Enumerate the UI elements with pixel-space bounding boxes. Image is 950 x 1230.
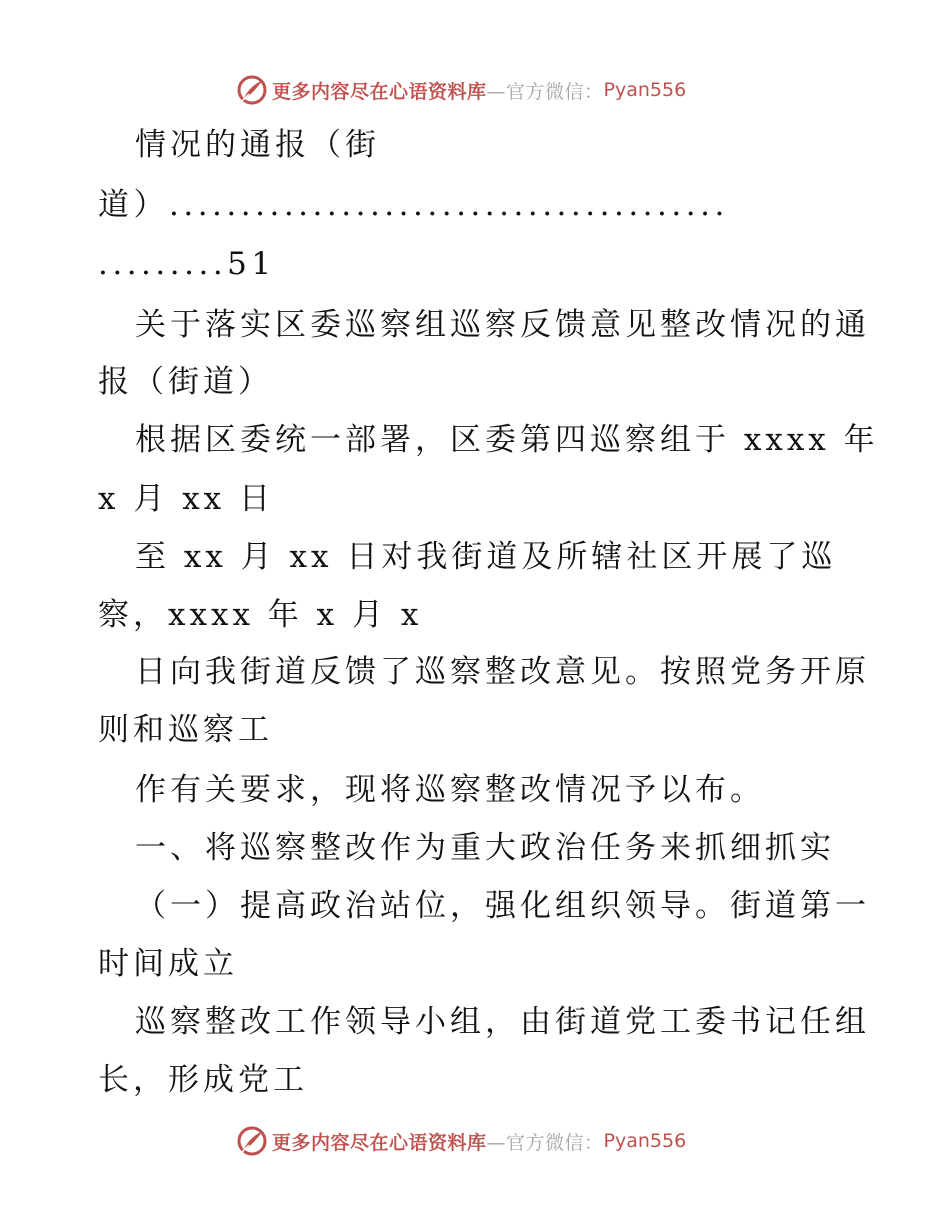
text-line: 则和巡察工 [98, 712, 273, 748]
watermark-handle: Pyan556 [603, 79, 687, 101]
watermark-separator: —官方微信： [486, 80, 604, 103]
text-line: 察，xxxx 年 x 月 x [98, 597, 423, 633]
text-line: 关于落实区委巡察组巡察反馈意见整改情况的通 [135, 307, 870, 343]
quill-logo-icon [236, 74, 268, 106]
text-line: x 月 xx 日 [98, 481, 275, 517]
watermark-site-text: 更多内容尽在心语资料库 [272, 80, 487, 103]
text-line: 巡察整改工作领导小组，由街道党工委书记任组 [135, 1004, 870, 1040]
text-line: 长，形成党工 [98, 1062, 308, 1098]
text-line: 根据区委统一部署，区委第四巡察组于 xxxx 年 [135, 422, 879, 458]
toc-entry-line-3: .........51 [98, 246, 276, 282]
watermark-site-text: 更多内容尽在心语资料库 [272, 1131, 487, 1154]
watermark-banner-bottom [236, 1124, 686, 1158]
section-heading: 一、将巡察整改作为重大政治任务来抓细抓实 [135, 830, 835, 866]
text-line: （一）提高政治站位，强化组织领导。街道第一 [135, 888, 870, 924]
watermark-separator: —官方微信： [486, 1131, 604, 1154]
text-line: 日向我街道反馈了巡察整改意见。按照党务开原 [135, 654, 870, 690]
toc-entry-line-2: 道）....................................... [98, 187, 729, 223]
text-line: 时间成立 [98, 946, 238, 982]
watermark-banner-top [236, 73, 686, 107]
watermark-handle: Pyan556 [603, 1130, 687, 1152]
toc-entry-line-1: 情况的通报（街 [135, 127, 380, 163]
text-line: 作有关要求，现将巡察整改情况予以布。 [135, 772, 765, 808]
text-line: 至 xx 月 xx 日对我街道及所辖社区开展了巡 [135, 539, 837, 575]
text-line: 报（街道） [98, 364, 273, 400]
quill-logo-icon [236, 1125, 268, 1157]
